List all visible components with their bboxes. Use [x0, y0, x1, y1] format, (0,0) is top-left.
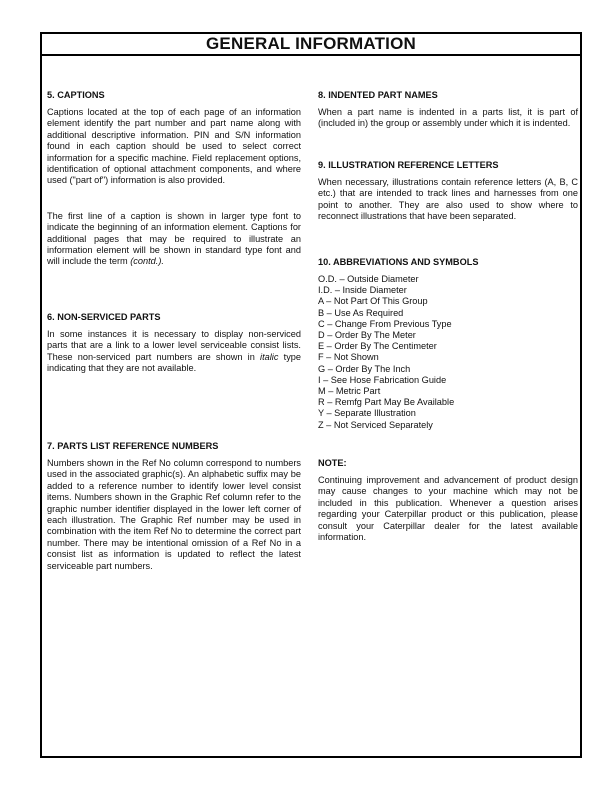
- abbreviation-item: G – Order By The Inch: [318, 363, 411, 374]
- section-captions: [47, 90, 301, 268]
- text: The first line of a caption is shown in larger type font to indicate the beginning of an information element. Captions for additional pages that may be required to illustrate an information element will be shown in standard type font and will include the term: [47, 210, 301, 267]
- section-abbreviations: [318, 257, 578, 431]
- section-heading: 8. INDENTED PART NAMES: [318, 90, 438, 100]
- text: type indicating that they are not available.: [47, 351, 302, 374]
- paragraph: [47, 329, 301, 375]
- italic-text: (contd.).: [130, 256, 164, 267]
- paragraph: Captions located at the top of each page of an information element identify the part number and part name along with additional descriptive information. PIN and S/N information found in each caption should be used to select correct information for a specific machine. Field replacement options, identification of optional attachment components, and where used ("part of") information is also provided.: [47, 107, 301, 186]
- section-heading: 7. PARTS LIST REFERENCE NUMBERS: [47, 441, 219, 451]
- section-non-serviced: [47, 312, 301, 375]
- abbreviation-item: E – Order By The Centimeter: [318, 341, 437, 352]
- section-heading: 9. ILLUSTRATION REFERENCE LETTERS: [318, 160, 499, 170]
- abbreviation-item: F – Not Shown: [318, 352, 379, 363]
- section-illustration: [318, 160, 578, 223]
- abbreviation-item: O.D. – Outside Diameter: [318, 274, 419, 284]
- paragraph: When a part name is indented in a parts list, it is part of (included in) the group or assembly under which it is indented.: [318, 107, 578, 129]
- abbreviation-item: A – Not Part Of This Group: [318, 296, 428, 307]
- abbreviation-item: I.D. – Inside Diameter: [318, 285, 407, 296]
- section-ref-numbers: [47, 441, 301, 572]
- page-title: GENERAL INFORMATION: [40, 32, 582, 56]
- paragraph: When necessary, illustrations contain reference letters (A, B, C etc.) that are intended to track lines and harnesses from one point to another. They are also used to show where to reconnect illustrations that have been separated.: [318, 177, 578, 222]
- abbreviation-item: R – Remfg Part May Be Available: [318, 397, 455, 408]
- abbreviation-item: C – Change From Previous Type: [318, 318, 452, 329]
- section-heading: 6. NON-SERVICED PARTS: [47, 312, 161, 322]
- abbreviation-item: M – Metric Part: [318, 386, 381, 397]
- paragraph: [47, 211, 301, 268]
- paragraph: Continuing improvement and advancement of product design may cause changes to your machine which may not be included in this publication. Whenever a question arises regarding your Caterpillar product or this publication, please consult your Caterpillar dealer for the latest available information.: [318, 475, 578, 543]
- abbreviation-item: Z – Not Serviced Separately: [318, 419, 433, 430]
- abbreviation-item: I – See Hose Fabrication Guide: [318, 374, 447, 385]
- section-heading: 5. CAPTIONS: [47, 90, 105, 100]
- section-heading: 10. ABBREVIATIONS AND SYMBOLS: [318, 257, 479, 267]
- abbreviation-item: D – Order By The Meter: [318, 330, 416, 341]
- text: In some instances it is necessary to display non-serviced parts that are a link to a lower level serviceable consist lists. These non-serviced part numbers are shown in: [47, 329, 301, 362]
- section-indented: [318, 90, 578, 130]
- abbreviation-list: [318, 274, 578, 431]
- section-note: [318, 458, 578, 543]
- abbreviation-item: B – Use As Required: [318, 307, 404, 318]
- italic-text: italic: [260, 351, 279, 362]
- abbreviation-item: Y – Separate Illustration: [318, 408, 416, 419]
- paragraph: Numbers shown in the Ref No column correspond to numbers used in the associated graphic(s). An alphabetic suffix may be added to a reference number to identify lower level consist items. Numbers shown in the Graphic Ref column refer to the graphic number identifier displayed in the lower left corner of each illustration. The Graphic Ref number may be used in combination with the item Ref No to determine the correct part number. There may be intentional omission of a Ref No in a consist list as information is updated to reflect the latest serviceable part numbers.: [47, 458, 301, 571]
- section-heading: NOTE:: [318, 458, 347, 468]
